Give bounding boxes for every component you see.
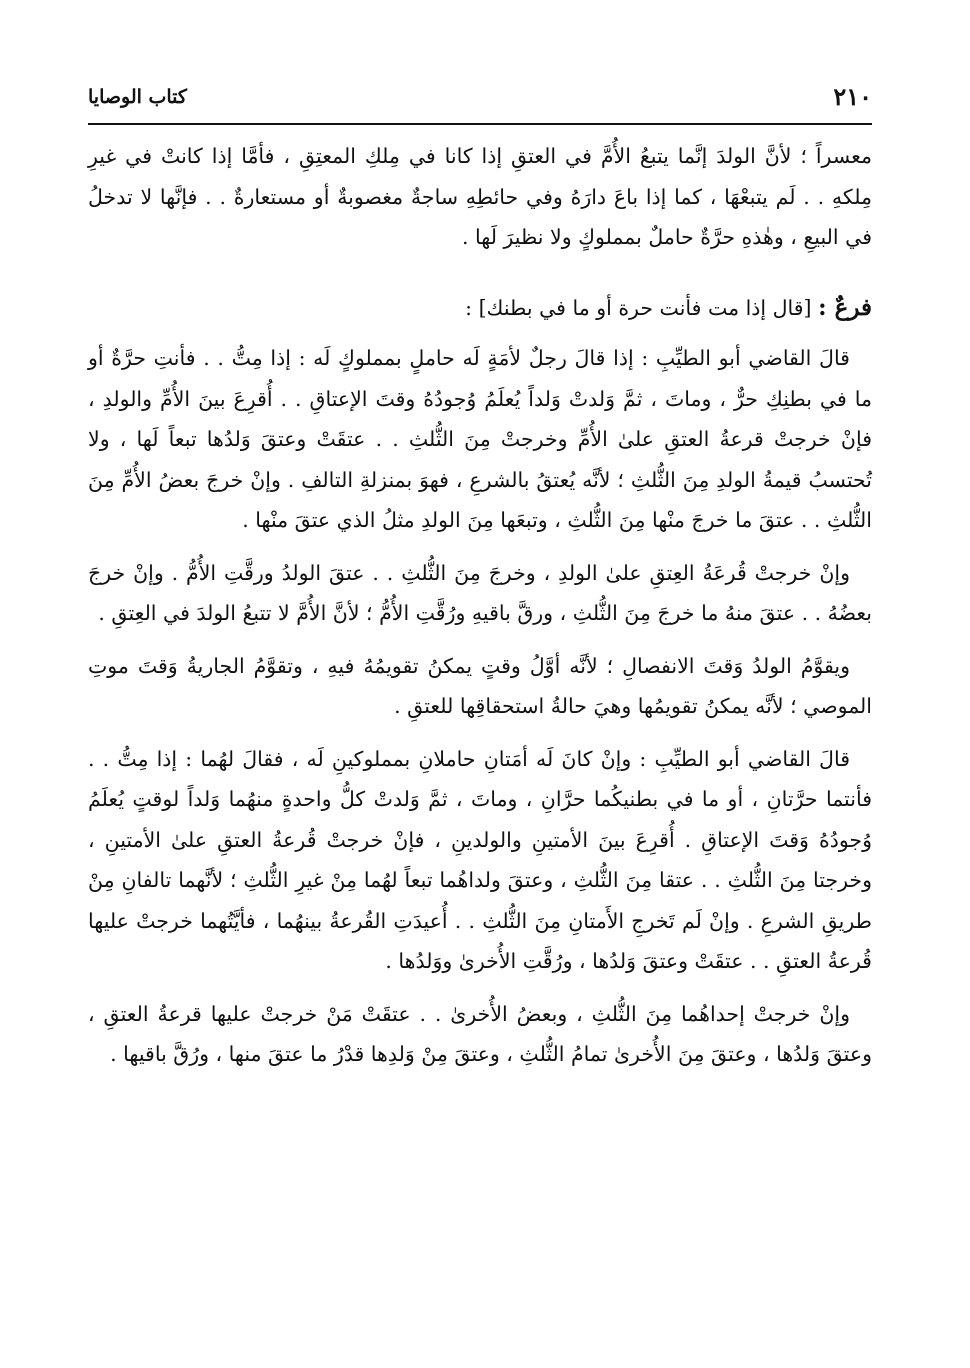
paragraph-1: معسراً ؛ لأنَّ الولدَ إنَّما يتبعُ الأُمَّ في العتقِ إذا كانا في مِلكِ المعتِقِ ، فأمَّا إذا كانتْ في غيرِ مِلكهِ . . لَم يتبعْهَا ، كما إذا باعَ دارَهُ وفي حائطِهِ ساجةٌ مغصوبةٌ أو مستعارةٌ . . فإنَّها لا تدخلُ في البيعِ ، وهٰذهِ حرَّةٌ حاملٌ بمملوكٍ ولا نظيرَ لَها . (88, 144, 872, 249)
header-rule (88, 123, 872, 125)
paragraph-3: وإنْ خرجتْ قُرعَةُ العِتقِ علىٰ الولدِ ، وخرجَ مِنَ الثُّلثِ . . عتقَ الولدُ ورقَّتِ الأُمُّ . وإنْ خرجَ بعضُهُ . . عتقَ منهُ ما خرجَ مِنَ الثُّلثِ ، ورقَّ باقيهِ ورُقَّتِ الأُمُّ ؛ لأنَّ الأُمَّ لا تتبعُ الولدَ في العِتقِ . (88, 560, 872, 625)
paragraph-2: قالَ القاضي أبو الطيِّبِ : إذا قالَ رجلٌ لأمَةٍ لَه حاملٍ بمملوكٍ لَه : إذا مِتُّ . . فأنتِ حرَّةٌ أو ما في بطنِكِ حرٌّ ، وماتَ ، ثمَّ وَلدتْ وَلداً يُعلَمُ وُجودُهُ وقتَ الإعتاقِ . . أُقرِعَ بينَ الأُمِّ والولدِ ، فإنْ خرجتْ قرعةُ العتقِ علىٰ الأُمِّ وخرجتْ مِنَ الثُّلثِ . . عتقَتْ وعتقَ وَلدُها تبعاً لَها ، ولا تُحتسبُ قيمةُ الولدِ مِنَ الثُّلثِ ؛ لأنَّه يُعتقُ بالشرعِ ، فهوَ بمنزلةِ التالفِ . وإنْ خرجَ بعضُ الأُمِّ مِنَ الثُّلثِ . . عتقَ ما خرجَ منْها مِنَ الثُّلثِ ، وتبعَها مِنَ الولدِ مثلُ الذي عتقَ منْها . (88, 346, 872, 532)
running-title: كتاب الوصايا (88, 86, 187, 108)
paragraph-6: وإنْ خرجتْ إحداهُما مِنَ الثُّلثِ ، وبعضُ الأُخرىٰ . . عتقَتْ مَنْ خرجتْ عليها قرعةُ العتقِ ، وعتقَ وَلدُها ، وعتقَ مِنَ الأُخرىٰ تمامُ الثُّلثِ ، وعتقَ مِنْ وَلدِها قدْرُ ما عتقَ منها ، ورُقَّ باقيها . (88, 1001, 872, 1066)
page-body (88, 136, 872, 1087)
page-number: ٢١٠ (833, 82, 872, 111)
branch-heading (88, 288, 872, 329)
branch-label: فرعٌ : (818, 293, 872, 321)
paragraph-4: ويقوَّمُ الولدُ وَقتَ الانفصالِ ؛ لأنَّه أوَّلُ وقتٍ يمكنُ تقويمُهُ فيهِ ، وتقوَّمُ الجاريةُ وَقتَ موتِ الموصي ؛ لأنَّه يمكنُ تقويمُها وهيَ حالةُ استحقاقِها للعتقِ . (88, 653, 872, 718)
page-header (88, 82, 872, 118)
branch-title: [قال إذا مت فأنت حرة أو ما في بطنك] : (465, 295, 812, 320)
paragraph-5: قالَ القاضي أبو الطيِّبِ : وإنْ كانَ لَه أمَتانِ حاملانِ بمملوكينِ لَه ، فقالَ لهُما : إذا مِتُّ . . فأنتما حرَّتانِ ، أو ما في بطنيكُما حرَّانِ ، وماتَ ، ثمَّ وَلدتْ كلُّ واحدةٍ منهُما وَلداً لوقتٍ يُعلَمُ وُجودُهُ وَقتَ الإعتاقِ . أُقرِعَ بينَ الأمتينِ والولدينِ ، فإنْ خرجتْ قُرعةُ العتقِ علىٰ الأمتينِ ، وخرجتا مِنَ الثُّلثِ . . عتقا مِنَ الثُّلثِ ، وعتقَ ولداهُما تبعاً لهُما مِنْ غيرِ الثُّلثِ ؛ لأنَّهما تالفانِ مِنْ طريقِ الشرعِ . وإنْ لَم تَخرجِ الأَمتانِ مِنَ الثُّلثِ . . أُعيدَتِ القُرعةُ بينهُما ، فأيَّتُهما خرجتْ عليها قُرعةُ العتقِ . . عتقَتْ وعتقَ وَلدُها ، ورُقَّتِ الأُخرىٰ ووَلدُها . (88, 746, 872, 973)
